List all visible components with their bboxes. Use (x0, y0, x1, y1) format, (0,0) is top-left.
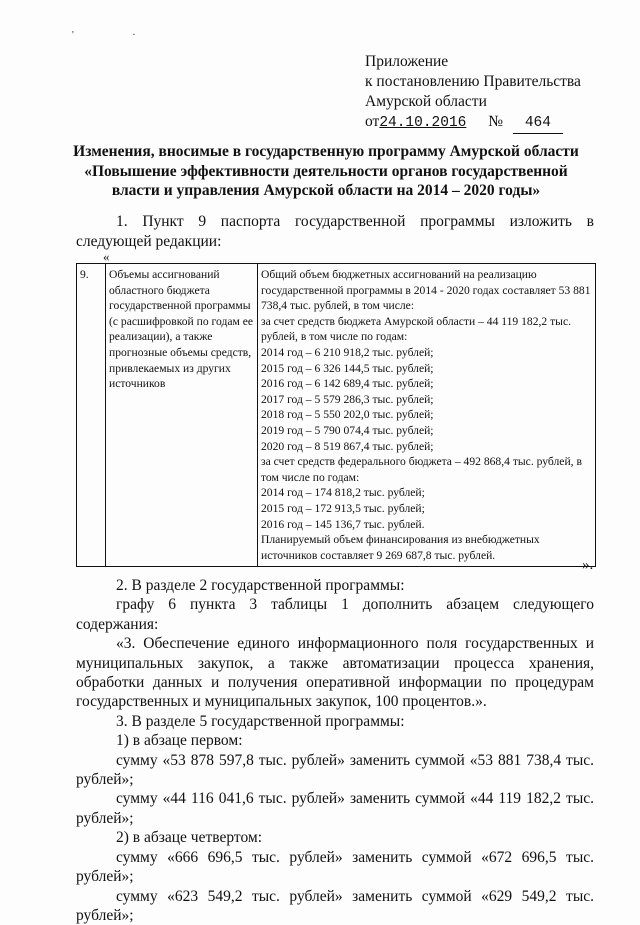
title-line-3: власти и управления Амурской области на 2014 – 2020 годы» (70, 181, 582, 201)
resolution-number: 464 (513, 113, 563, 134)
content-line: 2015 год – 172 913,5 тыс. рублей; (261, 501, 592, 517)
paragraph-11: сумму «623 549,2 тыс. рублей» заменить суммой «629 549,2 тыс. рублей»; (76, 887, 594, 925)
content-line: 2017 год – 5 579 286,3 тыс. рублей; (261, 392, 592, 408)
paragraph-9: 2) в абзаце четвертом: (76, 828, 594, 847)
content-line: Планируемый объем финансирования из внебюджетных источников составляет 9 269 687,8 тыс. рублей. (261, 532, 592, 563)
content-line: 2020 год – 8 519 867,4 тыс. рублей; (261, 439, 592, 455)
paragraph-1: 1. Пункт 9 паспорта государственной программы изложить в следующей редакции: (76, 212, 594, 251)
row-number: 9. (77, 264, 106, 567)
paragraph-2: 2. В разделе 2 государственной программы: (76, 576, 594, 595)
content-line: 2018 год – 5 550 202,0 тыс. рублей; (261, 407, 592, 423)
content-line: 2014 год – 6 210 918,2 тыс. рублей; (261, 345, 592, 361)
title-line-1: Изменения, вносимые в государственную программу Амурской области (70, 142, 582, 162)
closing-quote: ». (582, 557, 593, 574)
paragraph-7: сумму «53 878 597,8 тыс. рублей» заменить суммой «53 881 738,4 тыс. рублей»; (76, 751, 594, 790)
passport-table (76, 263, 596, 567)
content-line: 2019 год – 5 790 074,4 тыс. рублей; (261, 423, 592, 439)
appendix-header (365, 52, 581, 134)
document-body (76, 576, 594, 925)
paragraph-4: «3. Обеспечение единого информационного поля государственных и муниципальных закупок, а также автоматизации процесса хранения, обработки данных и получения оперативной информации по процедурам государственных и муниципальных закупок, 100 процентов.». (76, 634, 594, 712)
paragraph-3: графу 6 пункта 3 таблицы 1 дополнить абзацем следующего содержания: (76, 595, 594, 634)
opening-quote: « (103, 249, 110, 265)
appendix-line-1: Приложение (365, 52, 581, 72)
content-line: за счет средств бюджета Амурской области – 44 119 182,2 тыс. рублей, в том числе по годам: (261, 314, 592, 345)
row-name: Объемы ассигнований областного бюджета государственной программы (с расшифровкой по годам ее реализации), а также прогнозные объемы средств, привлекаемых из других источников (106, 264, 258, 567)
row-content (258, 264, 596, 567)
number-label: № (488, 113, 503, 130)
resolution-date: 24.10.2016 (379, 115, 466, 131)
table-row (77, 264, 596, 567)
resolution-date-line (365, 112, 581, 134)
appendix-line-3: Амурской области (365, 92, 581, 112)
content-line: 2014 год – 174 818,2 тыс. рублей; (261, 485, 592, 501)
appendix-line-2: к постановлению Правительства (365, 72, 581, 92)
title-line-2: «Повышение эффективности деятельности органов государственной (70, 162, 582, 182)
content-line: Общий объем бюджетных ассигнований на реализацию государственной программы в 2014 - 2020 годах составляет 53 881 738,4 тыс. рублей, в том числе: (261, 267, 592, 314)
content-line: 2015 год – 6 326 144,5 тыс. рублей; (261, 361, 592, 377)
content-line: 2016 год – 6 142 689,4 тыс. рублей; (261, 376, 592, 392)
paragraph-10: сумму «666 696,5 тыс. рублей» заменить суммой «672 696,5 тыс. рублей»; (76, 848, 594, 887)
content-line: 2016 год – 145 136,7 тыс. рублей. (261, 517, 592, 533)
paragraph-6: 1) в абзаце первом: (76, 731, 594, 750)
paragraph-5: 3. В разделе 5 государственной программы: (76, 712, 594, 731)
content-line: за счет средств федерального бюджета – 492 868,4 тыс. рублей, в том числе по годам: (261, 454, 592, 485)
document-title (70, 142, 582, 201)
scan-specks: ' · (72, 30, 164, 41)
date-prefix: от (365, 113, 379, 130)
paragraph-8: сумму «44 116 041,6 тыс. рублей» заменить суммой «44 119 182,2 тыс. рублей»; (76, 789, 594, 828)
